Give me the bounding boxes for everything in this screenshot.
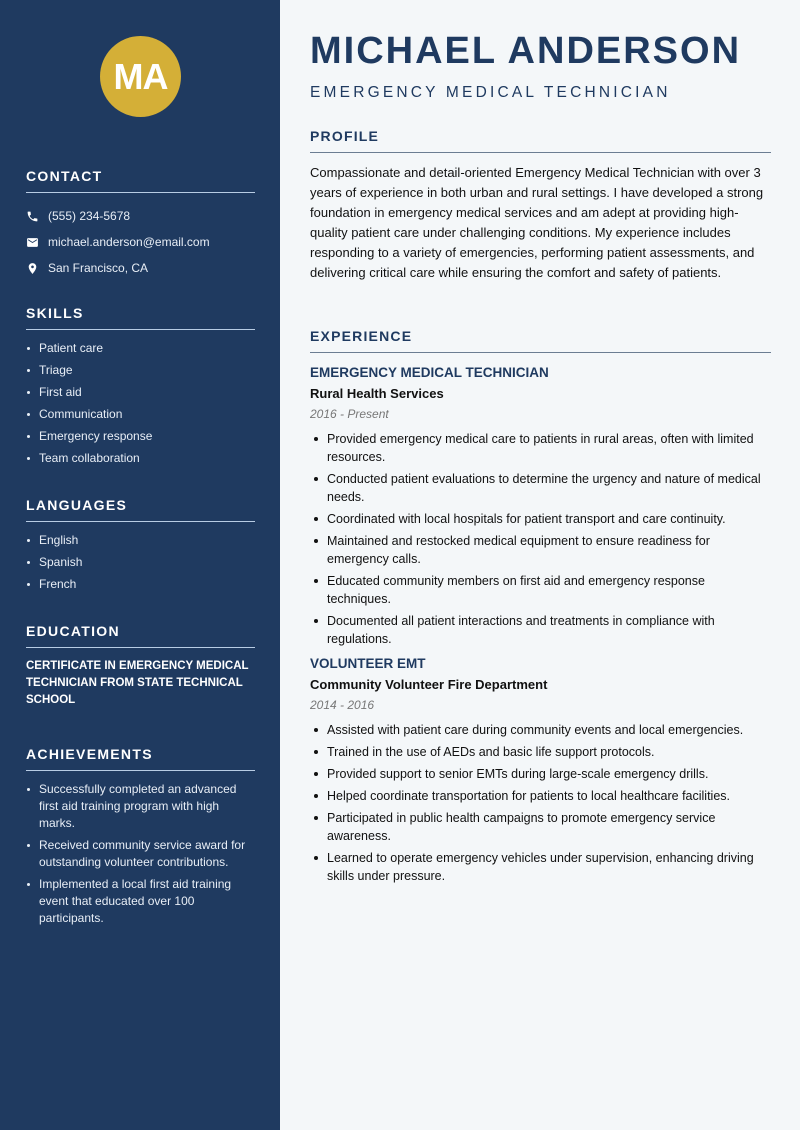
section-heading-contact: CONTACT bbox=[26, 168, 255, 193]
location-icon bbox=[26, 262, 48, 275]
profile-section bbox=[310, 128, 771, 283]
job-bullet: Documented all patient interactions and treatments in compliance with regulations. bbox=[310, 612, 771, 648]
job-bullet: Assisted with patient care during community events and local emergencies. bbox=[310, 721, 771, 739]
job-company: Community Volunteer Fire Department bbox=[310, 677, 548, 692]
job-bullet: Educated community members on first aid and emergency response techniques. bbox=[310, 572, 771, 608]
phone-icon bbox=[26, 210, 48, 223]
achievement-item: Received community service award for outstanding volunteer contributions. bbox=[26, 837, 255, 871]
languages-list bbox=[26, 532, 255, 593]
section-heading-experience: EXPERIENCE bbox=[310, 328, 771, 353]
achievements-section bbox=[26, 746, 255, 932]
job-bullet: Provided emergency medical care to patients in rural areas, often with limited resources. bbox=[310, 430, 771, 466]
experience-section bbox=[310, 328, 771, 889]
contact-location-text: San Francisco, CA bbox=[48, 261, 149, 275]
languages-section bbox=[26, 497, 255, 598]
job-dates: 2016 - Present bbox=[310, 407, 389, 421]
job-bullet: Provided support to senior EMTs during large-scale emergency drills. bbox=[310, 765, 771, 783]
job-company: Rural Health Services bbox=[310, 386, 444, 401]
contact-phone-text[interactable]: (555) 234-5678 bbox=[48, 209, 131, 223]
contact-section bbox=[26, 168, 255, 281]
section-heading-profile: PROFILE bbox=[310, 128, 771, 153]
candidate-title: EMERGENCY MEDICAL TECHNICIAN bbox=[310, 84, 671, 101]
job-bullet: Conducted patient evaluations to determine the urgency and nature of medical needs. bbox=[310, 470, 771, 506]
contact-email bbox=[26, 229, 255, 255]
skill-item: Emergency response bbox=[26, 428, 255, 445]
language-item: Spanish bbox=[26, 554, 255, 571]
skill-item: Communication bbox=[26, 406, 255, 423]
skills-list bbox=[26, 340, 255, 467]
skill-item: Team collaboration bbox=[26, 450, 255, 467]
job-entry bbox=[310, 656, 771, 885]
section-heading-education: EDUCATION bbox=[26, 623, 255, 648]
job-bullet: Participated in public health campaigns to promote emergency service awareness. bbox=[310, 809, 771, 845]
job-entry bbox=[310, 365, 771, 648]
achievement-item: Implemented a local first aid training event that educated over 100 participants. bbox=[26, 876, 255, 927]
skill-item: Triage bbox=[26, 362, 255, 379]
job-bullet: Learned to operate emergency vehicles under supervision, enhancing driving skills under pressure. bbox=[310, 849, 771, 885]
language-item: English bbox=[26, 532, 255, 549]
skill-item: Patient care bbox=[26, 340, 255, 357]
job-bullet: Maintained and restocked medical equipment to ensure readiness for emergency calls. bbox=[310, 532, 771, 568]
email-icon bbox=[26, 236, 48, 249]
job-dates: 2014 - 2016 bbox=[310, 698, 375, 712]
job-bullets bbox=[310, 721, 771, 885]
achievement-item: Successfully completed an advanced first aid training program with high marks. bbox=[26, 781, 255, 832]
contact-location bbox=[26, 255, 255, 281]
avatar-initials: MA bbox=[113, 55, 168, 97]
language-item: French bbox=[26, 576, 255, 593]
skills-section bbox=[26, 305, 255, 472]
job-bullets bbox=[310, 430, 771, 648]
section-heading-skills: SKILLS bbox=[26, 305, 255, 330]
job-bullet: Coordinated with local hospitals for patient transport and care continuity. bbox=[310, 510, 771, 528]
education-section bbox=[26, 623, 255, 709]
job-bullet: Helped coordinate transportation for patients to local healthcare facilities. bbox=[310, 787, 771, 805]
section-heading-achievements: ACHIEVEMENTS bbox=[26, 746, 255, 771]
job-bullet: Trained in the use of AEDs and basic life support protocols. bbox=[310, 743, 771, 761]
avatar bbox=[100, 36, 181, 117]
profile-text: Compassionate and detail-oriented Emergency Medical Technician with over 3 years of experience in both urban and rural settings. I have developed a strong foundation in emergency medical services and am adept at providing high-quality patient care under challenging conditions. My experience includes responding to a variety of emergencies, performing patient assessments, and delivering critical care while ensuring the comfort and safety of patients. bbox=[310, 165, 764, 280]
job-title: VOLUNTEER EMT bbox=[310, 656, 426, 671]
candidate-name: MICHAEL ANDERSON bbox=[310, 30, 742, 72]
sidebar bbox=[0, 0, 280, 1130]
achievements-list bbox=[26, 781, 255, 927]
contact-email-text[interactable]: michael.anderson@email.com bbox=[48, 235, 210, 249]
skill-item: First aid bbox=[26, 384, 255, 401]
contact-phone bbox=[26, 203, 255, 229]
education-entry: CERTIFICATE IN EMERGENCY MEDICAL TECHNICIAN FROM STATE TECHNICAL SCHOOL bbox=[26, 660, 249, 706]
section-heading-languages: LANGUAGES bbox=[26, 497, 255, 522]
job-title: EMERGENCY MEDICAL TECHNICIAN bbox=[310, 365, 549, 380]
